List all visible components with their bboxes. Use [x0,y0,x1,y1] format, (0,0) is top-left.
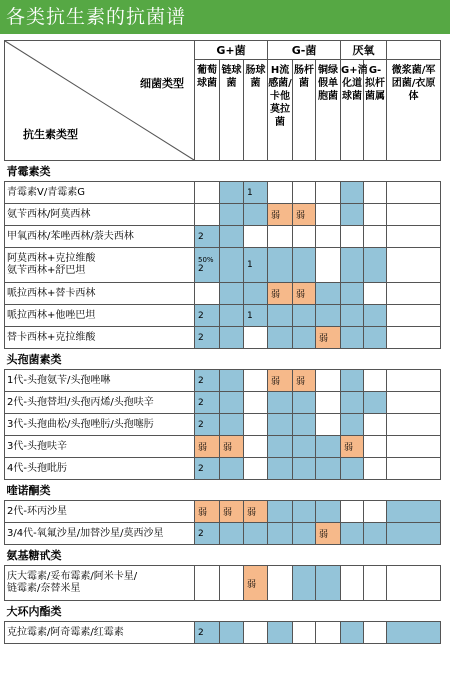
empty-cell [316,226,341,248]
antibiotic-name: 3/4代-氧氟沙星/加替沙星/莫西沙星 [5,523,195,545]
empty-cell [316,414,341,436]
effective-cell [268,414,293,436]
empty-cell [316,182,341,204]
antibiotic-name: 1代-头孢氨苄/头孢唑啉 [5,370,195,392]
table-row [5,523,441,545]
effective-cell: 2 [195,392,220,414]
empty-cell [364,436,387,458]
effective-cell [293,414,316,436]
empty-cell [387,283,441,305]
empty-cell [293,622,316,644]
table-row [5,283,441,305]
table-row [5,436,441,458]
empty-cell [364,226,387,248]
effective-cell [341,305,364,327]
effective-cell: 1 [244,182,268,204]
antibiotic-name: 氨苄西林/阿莫西林 [5,204,195,226]
antibiotic-name: 甲氧西林/苯唑西林/萘夫西林 [5,226,195,248]
effective-cell [268,458,293,480]
effective-cell [220,283,244,305]
effective-cell [341,622,364,644]
antibiotic-spectrum-table [4,40,441,644]
diagonal-header-cell [5,41,195,161]
antibiotic-name: 替卡西林+克拉维酸 [5,327,195,349]
antibiotic-name: 4代-头孢吡肟 [5,458,195,480]
table-row [5,305,441,327]
empty-cell [244,436,268,458]
effective-cell [268,327,293,349]
antibiotic-name: 2代-头孢替坦/头孢丙烯/头孢呋辛 [5,392,195,414]
effective-cell [268,523,293,545]
column-header: 铜绿假单胞菌 [316,60,341,161]
section-header-row [5,480,441,501]
effective-cell [341,248,364,283]
empty-cell [195,182,220,204]
effective-cell: 50% 2 [195,248,220,283]
weak-cell: 弱 [220,501,244,523]
empty-cell [244,327,268,349]
effective-cell [293,523,316,545]
weak-cell: 弱 [268,283,293,305]
empty-cell [364,204,387,226]
effective-cell [341,370,364,392]
antibiotic-type-label: 抗生素类型 [23,128,78,141]
weak-cell: 弱 [195,436,220,458]
empty-cell [316,370,341,392]
empty-cell [387,182,441,204]
weak-cell: 弱 [316,327,341,349]
empty-cell [387,414,441,436]
empty-cell [387,458,441,480]
empty-cell [244,392,268,414]
antibiotic-name: 哌拉西林+他唑巴坦 [5,305,195,327]
spectrum-sheet [0,34,450,682]
effective-cell: 2 [195,622,220,644]
section-header-row [5,161,441,182]
empty-cell [268,226,293,248]
empty-cell [244,458,268,480]
effective-cell: 1 [244,305,268,327]
weak-cell: 弱 [293,370,316,392]
section-header-row [5,545,441,566]
empty-cell [316,248,341,283]
section-title: 大环内酯类 [5,601,441,622]
empty-cell [293,226,316,248]
effective-cell [316,458,341,480]
effective-cell: 1 [244,248,268,283]
effective-cell: 2 [195,305,220,327]
effective-cell [220,523,244,545]
empty-cell [387,248,441,283]
group-gram-negative: G-菌 [268,41,341,60]
effective-cell [341,523,364,545]
effective-cell [316,501,341,523]
effective-cell [364,327,387,349]
antibiotic-name: 克拉霉素/阿奇霉素/红霉素 [5,622,195,644]
page-title-banner [0,0,450,34]
antibiotic-name: 庆大霉素/妥布霉素/阿米卡星/ 链霉素/奈替米星 [5,566,195,601]
table-row [5,204,441,226]
effective-cell [341,458,364,480]
empty-cell [268,566,293,601]
effective-cell: 2 [195,458,220,480]
weak-cell: 弱 [220,436,244,458]
empty-cell [268,182,293,204]
table-row [5,327,441,349]
effective-cell [220,370,244,392]
empty-cell [341,501,364,523]
effective-cell [341,327,364,349]
effective-cell [268,305,293,327]
effective-cell [220,204,244,226]
group-atypical [387,41,441,60]
effective-cell [268,622,293,644]
empty-cell [244,622,268,644]
empty-cell [387,392,441,414]
table-row [5,566,441,601]
empty-cell [293,182,316,204]
effective-cell: 2 [195,327,220,349]
table-row [5,622,441,644]
effective-cell [364,248,387,283]
effective-cell [268,501,293,523]
empty-cell [364,283,387,305]
empty-cell [364,414,387,436]
section-title: 喹诺酮类 [5,480,441,501]
empty-cell [195,283,220,305]
section-header-row [5,601,441,622]
effective-cell [293,392,316,414]
column-header: G+消化道球菌 [341,60,364,161]
table-body [5,161,441,644]
effective-cell [220,414,244,436]
empty-cell [387,305,441,327]
effective-cell [387,501,441,523]
empty-cell [341,566,364,601]
effective-cell [341,182,364,204]
antibiotic-name: 青霉素V/青霉素G [5,182,195,204]
empty-cell [244,414,268,436]
effective-cell [268,392,293,414]
empty-cell [316,204,341,226]
section-title: 青霉素类 [5,161,441,182]
effective-cell [316,283,341,305]
empty-cell [316,622,341,644]
table-row [5,392,441,414]
empty-cell [244,226,268,248]
column-header: 链球菌 [220,60,244,161]
effective-cell: 2 [195,414,220,436]
empty-cell [195,204,220,226]
empty-cell [316,392,341,414]
bacteria-type-label: 细菌类型 [140,77,184,90]
effective-cell [293,305,316,327]
table-row [5,248,441,283]
empty-cell [387,436,441,458]
empty-cell [244,370,268,392]
effective-cell [293,566,316,601]
effective-cell [293,248,316,283]
empty-cell [364,566,387,601]
empty-cell [364,370,387,392]
empty-cell [195,566,220,601]
effective-cell [341,392,364,414]
column-header: 葡萄球菌 [195,60,220,161]
effective-cell [316,305,341,327]
weak-cell: 弱 [268,204,293,226]
effective-cell [293,501,316,523]
empty-cell [387,226,441,248]
effective-cell [220,327,244,349]
effective-cell [293,327,316,349]
effective-cell [387,523,441,545]
effective-cell [364,392,387,414]
weak-cell: 弱 [293,204,316,226]
effective-cell [220,182,244,204]
column-header: G-拟杆菌属 [364,60,387,161]
weak-cell: 弱 [341,436,364,458]
section-title: 氨基糖甙类 [5,545,441,566]
effective-cell: 2 [195,370,220,392]
effective-cell [244,523,268,545]
effective-cell [316,436,341,458]
effective-cell: 2 [195,523,220,545]
effective-cell [244,204,268,226]
effective-cell [387,622,441,644]
group-anaerobic: 厌氧 [341,41,387,60]
table-row [5,414,441,436]
group-header-row [5,41,441,60]
column-header: 肠球菌 [244,60,268,161]
effective-cell [341,283,364,305]
group-gram-positive: G+菌 [195,41,268,60]
effective-cell [364,305,387,327]
effective-cell [244,283,268,305]
table-row [5,226,441,248]
effective-cell [341,414,364,436]
effective-cell [316,566,341,601]
table-row [5,501,441,523]
effective-cell [341,204,364,226]
effective-cell [220,226,244,248]
section-title: 头孢菌素类 [5,349,441,370]
antibiotic-name: 3代-头孢呋辛 [5,436,195,458]
effective-cell: 2 [195,226,220,248]
empty-cell [387,370,441,392]
column-header: 肠杆菌 [293,60,316,161]
effective-cell [220,458,244,480]
effective-cell [220,248,244,283]
antibiotic-name: 阿莫西林+克拉维酸 氨苄西林+舒巴坦 [5,248,195,283]
empty-cell [364,501,387,523]
diagonal-line [5,41,194,160]
table-row [5,458,441,480]
effective-cell [293,436,316,458]
weak-cell: 弱 [244,501,268,523]
effective-cell [220,622,244,644]
empty-cell [387,327,441,349]
effective-cell [268,248,293,283]
antibiotic-name: 哌拉西林+替卡西林 [5,283,195,305]
empty-cell [364,458,387,480]
table-row [5,370,441,392]
effective-cell [220,392,244,414]
weak-cell: 弱 [293,283,316,305]
effective-cell [293,458,316,480]
effective-cell [220,305,244,327]
antibiotic-name: 2代-环丙沙星 [5,501,195,523]
antibiotic-name: 3代-头孢曲松/头孢唑肟/头孢噻肟 [5,414,195,436]
empty-cell [364,622,387,644]
table-row [5,182,441,204]
weak-cell: 弱 [244,566,268,601]
section-header-row [5,349,441,370]
weak-cell: 弱 [268,370,293,392]
column-header: H流感菌/卡他莫拉菌 [268,60,293,161]
effective-cell [268,436,293,458]
empty-cell [341,226,364,248]
empty-cell [387,566,441,601]
weak-cell: 弱 [195,501,220,523]
page-title: 各类抗生素的抗菌谱 [6,6,187,28]
effective-cell [364,523,387,545]
column-header: 微浆菌/军团菌/衣原体 [387,60,441,161]
empty-cell [387,204,441,226]
empty-cell [364,182,387,204]
empty-cell [220,566,244,601]
weak-cell: 弱 [316,523,341,545]
